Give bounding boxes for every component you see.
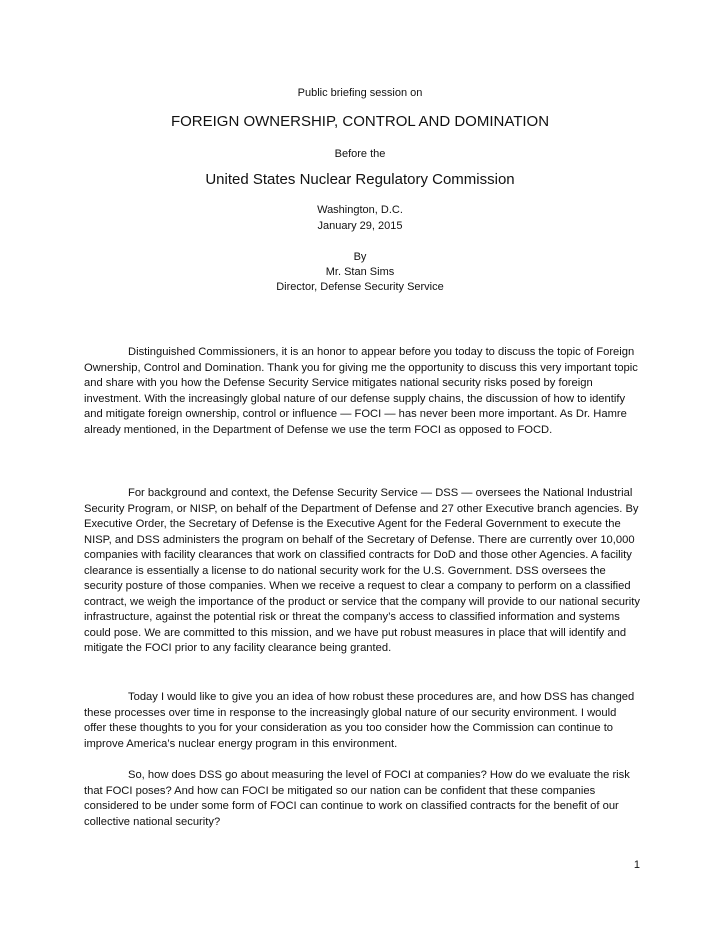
paragraph-text: Today I would like to give you an idea of how robust these procedures are, and how DSS has changed these processes over time in response to the increasingly global nature of our security environment. I would offer these thoughts to you for your consideration as you too consider how the Commission can continue to improve America’s nuclear energy program in this environment. — [84, 691, 635, 750]
date: January 29, 2015 — [317, 220, 403, 232]
page-number: 1 — [633, 859, 640, 871]
speaker-title: Director, Defense Security Service — [276, 281, 444, 293]
location: Washington, D.C. — [317, 204, 403, 216]
body-paragraph-3 — [84, 690, 640, 752]
body-paragraph-1 — [84, 345, 640, 438]
paragraph-text: For background and context, the Defense Security Service — DSS — oversees the National Industrial Security Program, or NISP, on behalf of the Department of Defense and 27 other Executive branch agencies. By Executive Order, the Secretary of Defense is the Executive Agent for the Federal Government to execute the NISP, and DSS administers the program on behalf of the Secretary of Defense. There are currently over 10,000 companies with facility clearances that work on classified contracts for DoD and those other Agencies. A facility clearance is essentially a license to do national security work for the U.S. Government. DSS oversees the security posture of those companies. When we receive a request to clear a company to perform on a classified contract, we weigh the importance of the product or service that the company will provide to our national security infrastructure, against the potential risk or threat the company’s access to classified information and systems could pose. We are committed to this mission, and we have put robust measures in place that will identify and mitigate the FOCI prior to any facility clearance being granted. — [84, 487, 640, 654]
paragraph-text: So, how does DSS go about measuring the level of FOCI at companies? How do we evaluate the risk that FOCI poses? And how can FOCI be mitigated so our nation can be confident that these companies considered to be under some form of FOCI can continue to work on classified contracts for the benefit of our collective national security? — [84, 769, 630, 828]
body-paragraph-2 — [84, 486, 640, 657]
briefing-subtitle: Public briefing session on — [297, 87, 423, 99]
speaker-name: Mr. Stan Sims — [325, 266, 395, 278]
document-title: FOREIGN OWNERSHIP, CONTROL AND DOMINATION — [170, 113, 550, 130]
by-label: By — [353, 251, 367, 263]
before-the-label: Before the — [334, 148, 386, 160]
commission-name: United States Nuclear Regulatory Commission — [205, 171, 515, 188]
paragraph-text: Distinguished Commissioners, it is an honor to appear before you today to discuss the topic of Foreign Ownership, Control and Domination. Thank you for giving me the opportunity to discuss this very important topic and share with you how the Defense Security Service mitigates national security risks posed by foreign investment. With the increasingly global nature of our defense supply chains, the discussion of how to identify and mitigate foreign ownership, control or influence — FOCI — has never been more important. As Dr. Hamre already mentioned, in the Department of Defense we use the term FOCI as opposed to FOCD. — [84, 346, 638, 436]
body-paragraph-4 — [84, 768, 640, 830]
